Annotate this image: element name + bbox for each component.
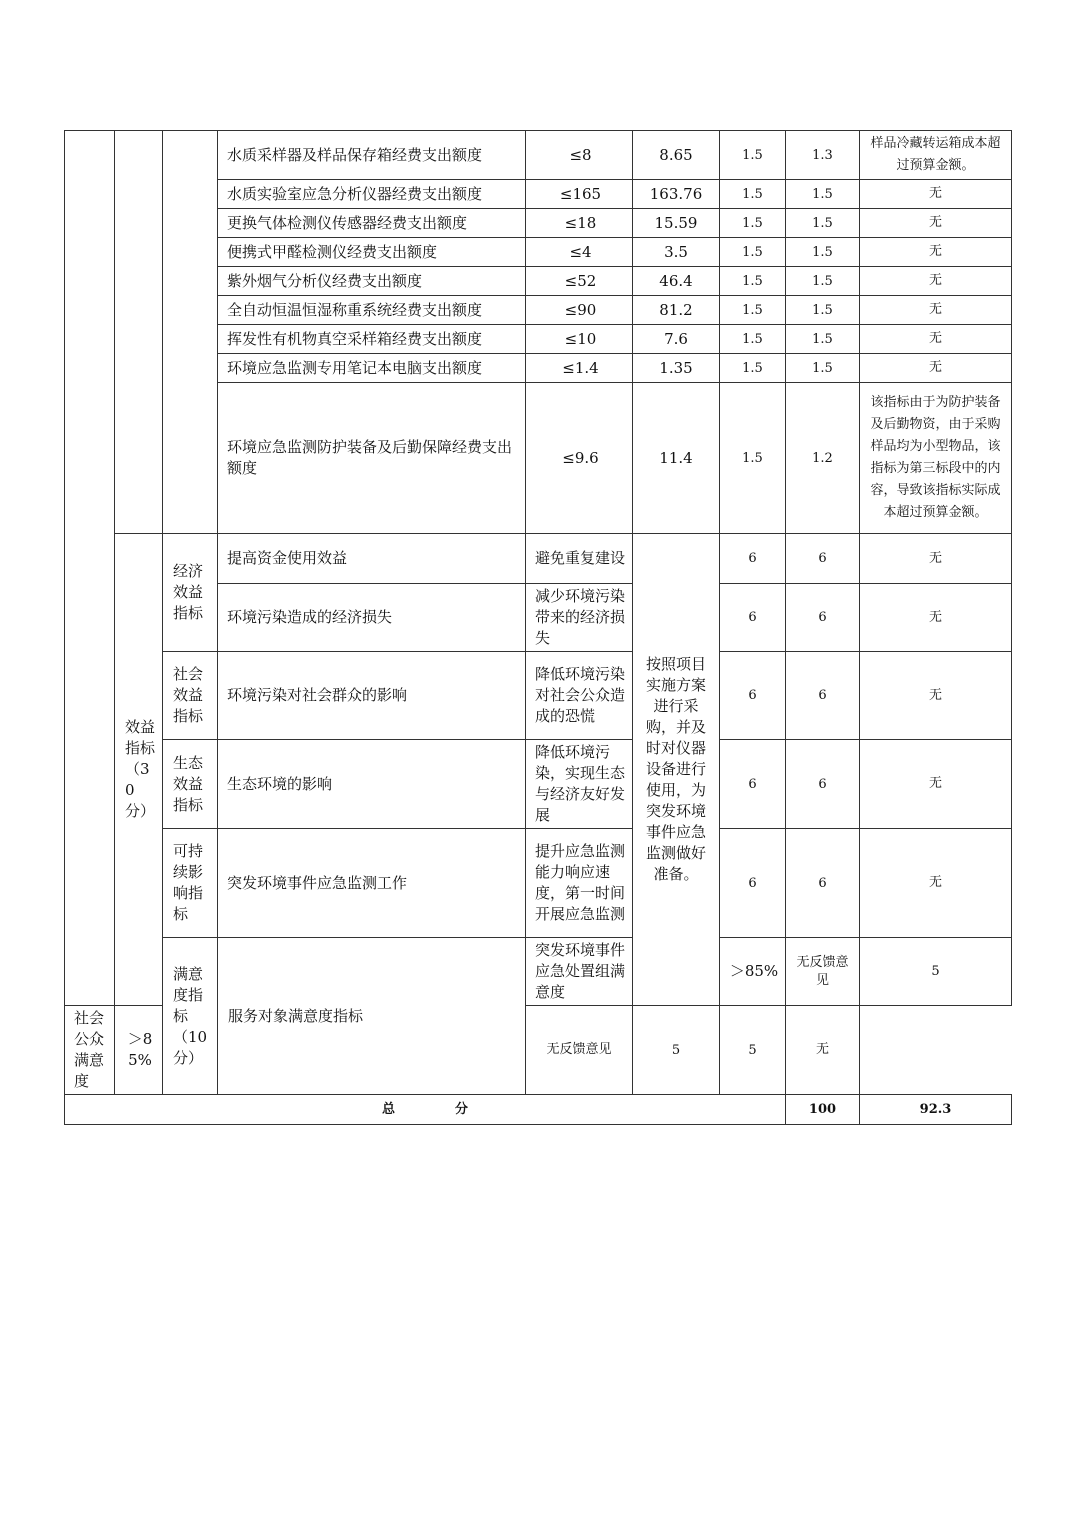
target-cell: ≤1.4 bbox=[526, 354, 633, 383]
score-cell: 1.5 bbox=[786, 180, 860, 209]
table-row bbox=[65, 829, 1012, 938]
total-label-2: 分 bbox=[455, 1102, 469, 1117]
total-score-cell: 92.3 bbox=[860, 1095, 1012, 1125]
weight-cell: 6 bbox=[720, 534, 786, 584]
note-cell: 该指标由于为防护装备及后勤物资，由于采购样品均为小型物品，该指标为第三标段中的内容，导致该指标实际成本超过预算金额。 bbox=[860, 383, 1012, 534]
indicator-cell: 全自动恒温恒湿称重系统经费支出额度 bbox=[218, 296, 526, 325]
actual-cell: 163.76 bbox=[633, 180, 720, 209]
score-cell: 1.5 bbox=[786, 267, 860, 296]
weight-cell: 6 bbox=[720, 829, 786, 938]
table-row bbox=[65, 534, 1012, 584]
shared-actual-cell: 按照项目实施方案进行采购，并及时对仪器设备进行使用，为突发环境事件应急监测做好准备。 bbox=[633, 534, 720, 1006]
actual-cell: 11.4 bbox=[633, 383, 720, 534]
target-cell: ≤52 bbox=[526, 267, 633, 296]
note-cell: 无 bbox=[860, 829, 1012, 938]
indicator-cell: 生态环境的影响 bbox=[218, 740, 526, 829]
note-cell: 无 bbox=[860, 740, 1012, 829]
weight-cell: 1.5 bbox=[720, 383, 786, 534]
actual-cell: 7.6 bbox=[633, 325, 720, 354]
indicator-cell: 突发环境事件应急处置组满意度 bbox=[526, 938, 633, 1006]
indicator-cell: 社会公众满意度 bbox=[65, 1006, 115, 1095]
weight-cell: 1.5 bbox=[720, 180, 786, 209]
indicator-cell: 挥发性有机物真空采样箱经费支出额度 bbox=[218, 325, 526, 354]
target-cell: ≤165 bbox=[526, 180, 633, 209]
target-cell: ＞85% bbox=[720, 938, 786, 1006]
indicator-cell: 环境应急监测专用笔记本电脑支出额度 bbox=[218, 354, 526, 383]
score-cell: 1.3 bbox=[786, 131, 860, 180]
actual-cell: 3.5 bbox=[633, 238, 720, 267]
target-cell: 提升应急监测能力响应速度，第一时间开展应急监测 bbox=[526, 829, 633, 938]
table-row bbox=[65, 131, 1012, 180]
weight-cell: 1.5 bbox=[720, 209, 786, 238]
performance-table bbox=[64, 130, 1012, 1125]
note-cell: 无 bbox=[860, 267, 1012, 296]
actual-cell: 81.2 bbox=[633, 296, 720, 325]
indicator-cell: 便携式甲醛检测仪经费支出额度 bbox=[218, 238, 526, 267]
indicator-cell: 紫外烟气分析仪经费支出额度 bbox=[218, 267, 526, 296]
indicator-cell: 突发环境事件应急监测工作 bbox=[218, 829, 526, 938]
social-subcategory-cell: 社会效益指标 bbox=[163, 652, 218, 740]
economic-subcategory-cell: 经济效益指标 bbox=[163, 534, 218, 652]
sustain-subcategory-cell: 可持续影响指标 bbox=[163, 829, 218, 938]
table-row bbox=[65, 652, 1012, 740]
outer-blank-cell bbox=[65, 131, 115, 1006]
target-cell: ≤8 bbox=[526, 131, 633, 180]
score-cell: 6 bbox=[786, 740, 860, 829]
target-cell: ≤9.6 bbox=[526, 383, 633, 534]
score-cell: 6 bbox=[786, 534, 860, 584]
score-cell: 1.5 bbox=[786, 209, 860, 238]
blank-cell bbox=[115, 131, 163, 534]
target-cell: 降低环境污染，实现生态与经济友好发展 bbox=[526, 740, 633, 829]
weight-cell: 1.5 bbox=[720, 354, 786, 383]
score-cell: 5 bbox=[720, 1006, 786, 1095]
actual-cell: 15.59 bbox=[633, 209, 720, 238]
note-cell: 无 bbox=[860, 296, 1012, 325]
indicator-cell: 水质采样器及样品保存箱经费支出额度 bbox=[218, 131, 526, 180]
note-cell: 无 bbox=[860, 209, 1012, 238]
actual-cell: 无反馈意见 bbox=[786, 938, 860, 1006]
target-cell: ＞85% bbox=[115, 1006, 163, 1095]
weight-cell: 1.5 bbox=[720, 267, 786, 296]
weight-cell: 1.5 bbox=[720, 325, 786, 354]
actual-cell: 无反馈意见 bbox=[526, 1006, 633, 1095]
target-cell: 避免重复建设 bbox=[526, 534, 633, 584]
indicator-cell: 环境应急监测防护装备及后勤保障经费支出额度 bbox=[218, 383, 526, 534]
weight-cell: 1.5 bbox=[720, 238, 786, 267]
score-cell: 1.5 bbox=[786, 296, 860, 325]
weight-cell: 1.5 bbox=[720, 296, 786, 325]
weight-cell: 1.5 bbox=[720, 131, 786, 180]
service-subcategory-cell: 服务对象满意度指标 bbox=[218, 938, 526, 1095]
satisfaction-category-cell: 满意度指标（10分） bbox=[163, 938, 218, 1095]
note-cell: 无 bbox=[860, 180, 1012, 209]
target-cell: 减少环境污染带来的经济损失 bbox=[526, 584, 633, 652]
actual-cell: 8.65 bbox=[633, 131, 720, 180]
note-cell: 无 bbox=[860, 354, 1012, 383]
score-cell: 1.5 bbox=[786, 354, 860, 383]
target-cell: 降低环境污染对社会公众造成的恐慌 bbox=[526, 652, 633, 740]
indicator-cell: 环境污染对社会群众的影响 bbox=[218, 652, 526, 740]
score-cell: 1.5 bbox=[786, 238, 860, 267]
target-cell: ≤4 bbox=[526, 238, 633, 267]
indicator-cell: 水质实验室应急分析仪器经费支出额度 bbox=[218, 180, 526, 209]
total-label-cell bbox=[65, 1095, 786, 1125]
target-cell: ≤10 bbox=[526, 325, 633, 354]
note-cell: 无 bbox=[860, 584, 1012, 652]
score-cell: 6 bbox=[786, 652, 860, 740]
score-cell: 1.2 bbox=[786, 383, 860, 534]
table-row bbox=[65, 740, 1012, 829]
blank-cell bbox=[163, 131, 218, 534]
actual-cell: 46.4 bbox=[633, 267, 720, 296]
score-cell: 1.5 bbox=[786, 325, 860, 354]
target-cell: ≤90 bbox=[526, 296, 633, 325]
weight-cell: 6 bbox=[720, 584, 786, 652]
indicator-cell: 提高资金使用效益 bbox=[218, 534, 526, 584]
weight-cell: 6 bbox=[720, 740, 786, 829]
weight-cell: 5 bbox=[633, 1006, 720, 1095]
weight-cell: 5 bbox=[860, 938, 1012, 1006]
score-cell: 6 bbox=[786, 829, 860, 938]
total-weight-cell: 100 bbox=[786, 1095, 860, 1125]
note-cell: 样品冷藏转运箱成本超过预算金额。 bbox=[860, 131, 1012, 180]
note-cell: 无 bbox=[860, 534, 1012, 584]
weight-cell: 6 bbox=[720, 652, 786, 740]
indicator-cell: 更换气体检测仪传感器经费支出额度 bbox=[218, 209, 526, 238]
note-cell: 无 bbox=[860, 238, 1012, 267]
score-cell: 6 bbox=[786, 584, 860, 652]
actual-cell: 1.35 bbox=[633, 354, 720, 383]
indicator-cell: 环境污染造成的经济损失 bbox=[218, 584, 526, 652]
table-row bbox=[65, 938, 1012, 1006]
note-cell: 无 bbox=[860, 652, 1012, 740]
target-cell: ≤18 bbox=[526, 209, 633, 238]
note-cell: 无 bbox=[860, 325, 1012, 354]
total-row bbox=[65, 1095, 1012, 1125]
total-label-1: 总 bbox=[381, 1102, 395, 1117]
eco-subcategory-cell: 生态效益指标 bbox=[163, 740, 218, 829]
benefit-category-cell: 效益指标（30分） bbox=[115, 534, 163, 1006]
note-cell: 无 bbox=[786, 1006, 860, 1095]
